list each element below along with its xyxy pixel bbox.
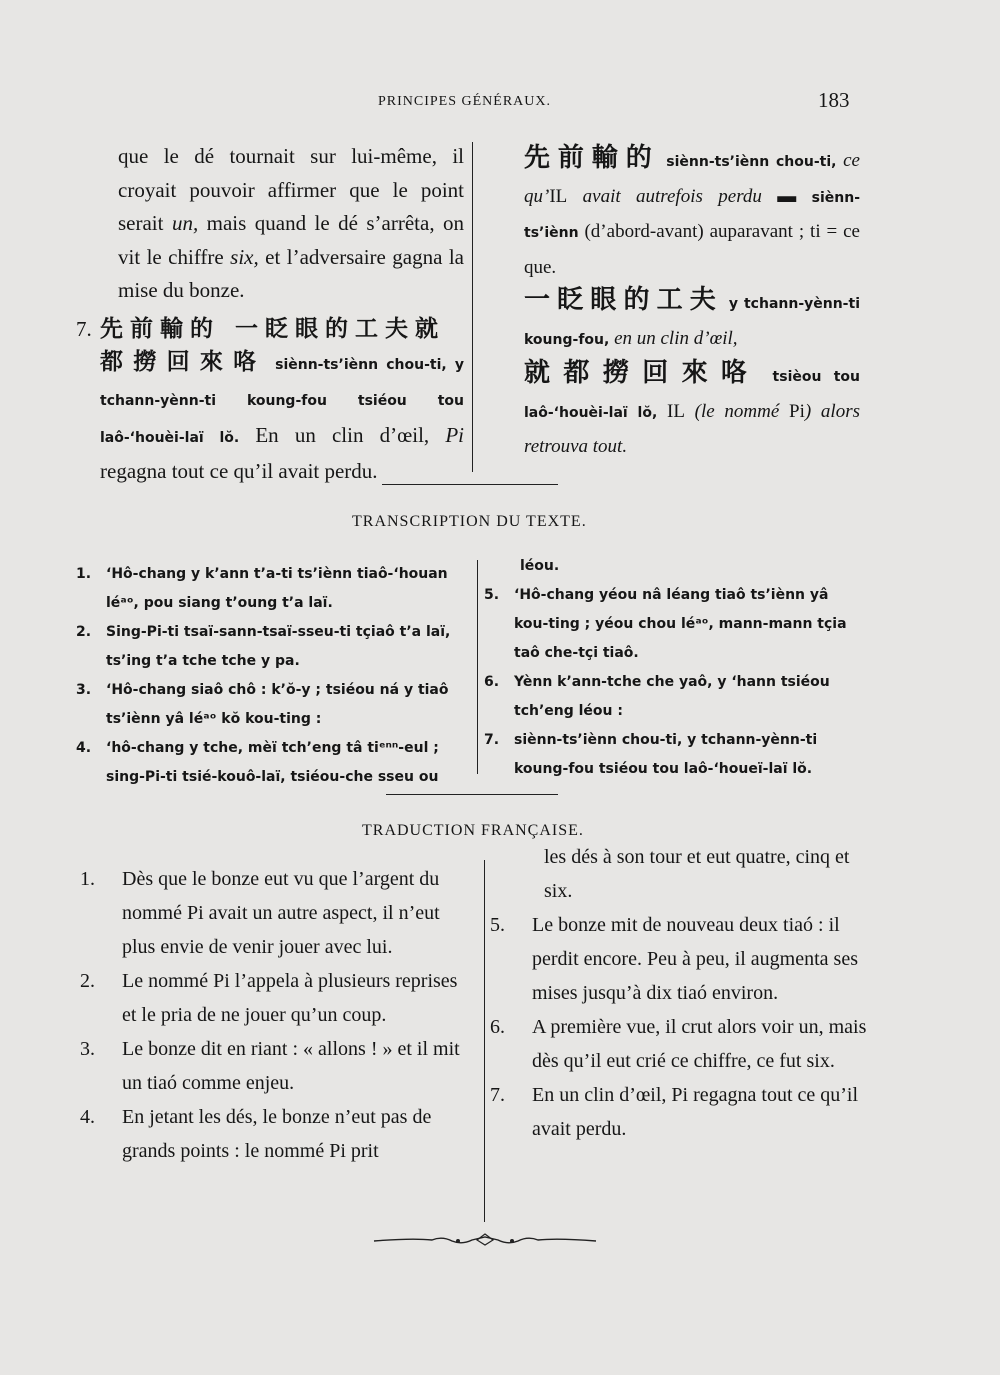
traduction-item-6: 6. A première vue, il crut alors voir un, mais dès qu’il eut crié ce chiffre, ce fut six. [490, 1016, 867, 1072]
running-title: PRINCIPES GÉNÉRAUX. [378, 94, 552, 109]
gloss-1: 先前輸的 siènn-ts’iènn chou-ti, ce qu’IL avait autrefois perdu ▬ siènn-ts’iènn (d’abord-avant) auparavant ; ti = ce que. [524, 143, 861, 278]
item-7-chinese-line-1: 先前輸的 一眨眼的工夫就 [100, 315, 446, 342]
traduction-item-4: 4. En jetant les dés, le bonze n’eut pas de grands points : le nommé Pi prit [80, 1106, 432, 1162]
tailpiece-ornament [372, 1232, 598, 1248]
page-number: 183 [818, 88, 850, 112]
top-left-column [76, 140, 464, 489]
transcription-item-5: 5. ‘Hô-chang yéou nâ léang tiaô ts’iènn yâ kou-ting ; yéou chou léᵃᵒ, mann-mann tçia taô che-tçi tiaô. [484, 587, 847, 661]
section-rule-1 [382, 484, 558, 485]
traduction-column-divider [484, 860, 485, 1222]
transcription-item-4: 4. ‘hô-chang y tche, mèï tch’eng tâ tiᵉⁿⁿ-eul ; sing-Pi-ti tsié-kouô-laï, tsiéou-che sseu ou [76, 740, 439, 785]
transcription-item-1: 1. ‘Hô-chang y k’ann t’a-ti ts’iènn tiaô-‘houan léᵃᵒ, pou siang t’oung t’a laï. [76, 566, 448, 611]
gloss-2: 一眨眼的工夫 y tchann-yènn-ti koung-fou, en un clin d’œil, [524, 285, 860, 349]
traduction-continuation: les dés à son tour et eut quatre, cinq et six. [544, 846, 850, 902]
transcription-title: TRANSCRIPTION DU TEXTE. [352, 513, 587, 530]
traduction-item-5: 5. Le bonze mit de nouveau deux tiaó : il perdit encore. Peu à peu, il augmenta ses mises jusqu’à dix tiaó environ. [490, 914, 858, 1004]
traduction-left-column [80, 862, 474, 1168]
traduction-item-2: 2. Le nommé Pi l’appela à plusieurs reprises et le pria de ne jouer qu’un coup. [80, 970, 458, 1026]
item-7 [76, 312, 464, 489]
traduction-item-3: 3. Le bonze dit en riant : « allons ! » et il mit un tiaó comme enjeu. [80, 1038, 460, 1094]
item-7-text: 都撈回來咯 siènn-ts’iènn chou-ti, y tchann-yènn-ti koung-fou tsiéou tou laô-‘houèi-laï lŏ. En un clin d’œil, Pi regagna tout ce qu’il avait perdu. [100, 348, 465, 483]
transcription-item-6: 6. Yènn k’ann-tche che yaô, y ‘hann tsiéou tch’eng léou : [484, 674, 830, 719]
transcription-item-7: 7. siènn-ts’iènn chou-ti, y tchann-yènn-ti koung-fou tsiéou tou laô-‘houeï-laï lŏ. [484, 732, 818, 777]
top-left-paragraph: que le dé tournait sur lui-même, il croyait pouvoir affirmer que le point serait un, mais quand le dé s’arrêta, on vit le chiffre six, et l’adversaire gagna la mise du bonze. [118, 144, 465, 302]
section-rule-2 [386, 794, 558, 795]
traduction-item-7: 7. En un clin d’œil, Pi regagna tout ce qu’il avait perdu. [490, 1084, 859, 1140]
traduction-title: TRADUCTION FRANÇAISE. [362, 822, 584, 839]
top-column-divider [472, 142, 473, 472]
item-7-chinese-line-2: 都撈回來咯 [100, 348, 267, 375]
traduction-right-column [490, 840, 874, 1146]
transcription-item-3: 3. ‘Hô-chang siaô chô : k’ŏ-y ; tsiéou ná y tiaô ts’iènn yâ léᵃᵒ kŏ kou-ting : [76, 682, 449, 727]
transcription-item-2: 2. Sing-Pi-ti tsaï-sann-tsaï-sseu-ti tçiaô t’a laï, ts’ing t’a tche tche y pa. [76, 624, 451, 669]
transcription-left-column [76, 560, 472, 792]
item-7-romanization: siènn-ts’iènn chou-ti, y tchann-yènn-ti koung-fou tsiéou tou laô-‘houèi-laï lŏ. [100, 356, 465, 446]
item-7-number: 7. [76, 316, 92, 341]
transcription-column-divider [477, 560, 478, 774]
traduction-item-1: 1. Dès que le bonze eut vu que l’argent du nommé Pi avait un autre aspect, il n’eut plus envie de venir jouer avec lui. [80, 868, 440, 958]
transcription-continuation: léou. [520, 558, 560, 574]
top-right-column [524, 142, 860, 464]
transcription-right-column [484, 552, 866, 784]
gloss-3: 就都撈回來咯 tsièou tou laô-‘houèi-laï lŏ, IL (le nommé Pi) alors retrouva tout. [524, 358, 860, 457]
